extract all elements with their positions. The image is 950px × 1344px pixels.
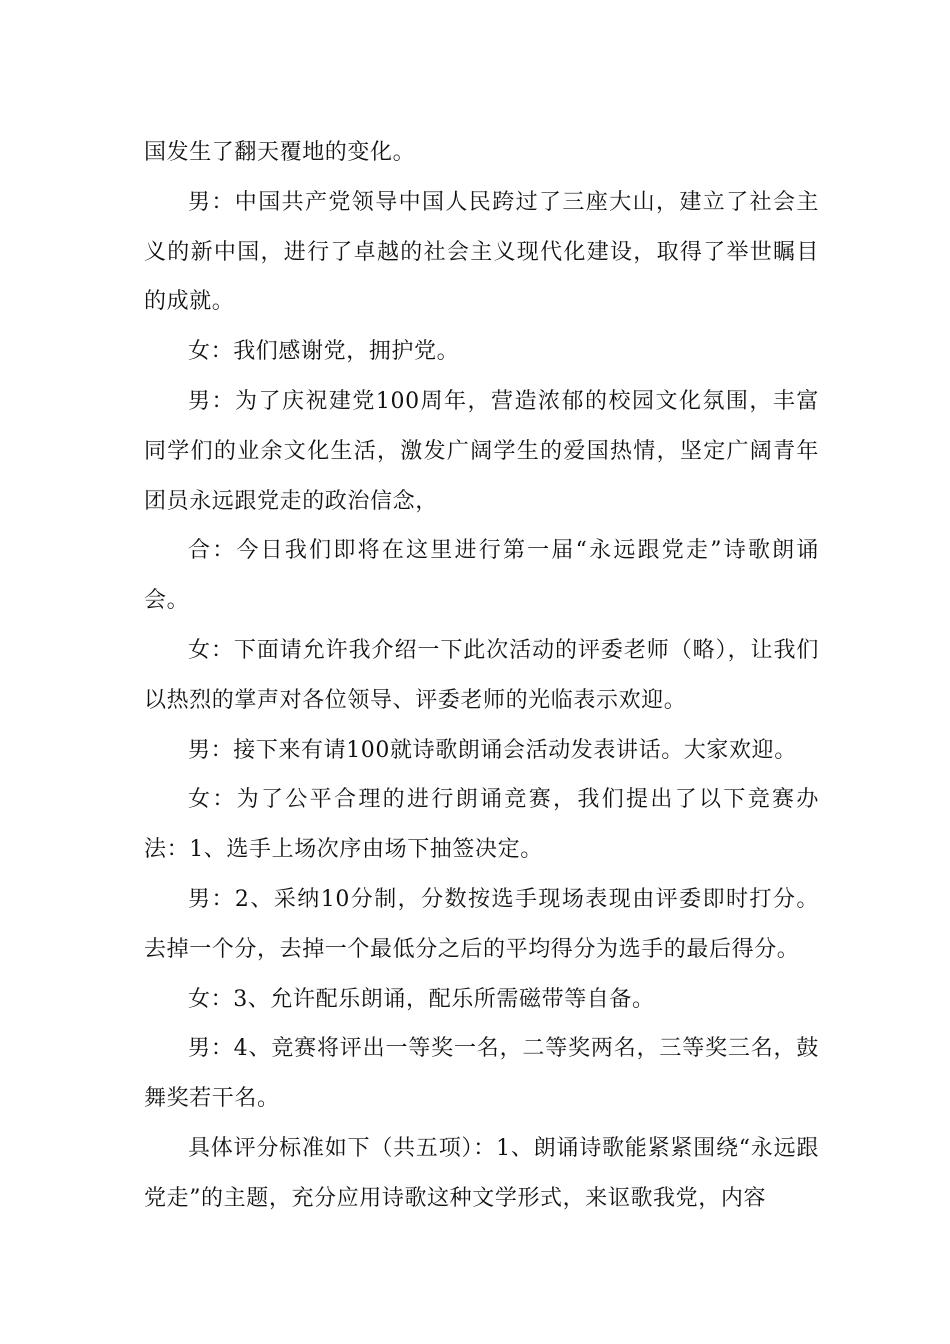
- paragraph-female-rules-intro: 女：为了公平合理的进行朗诵竞赛，我们提出了以下竞赛办法：1、选手上场次序由场下抽签决定。: [144, 787, 819, 863]
- paragraph-male-scoring-rule: 男：2、采纳10分制，分数按选手现场表现由评委即时打分。去掉一个分，去掉一个最低分之后的平均得分为选手的最后得分。: [144, 886, 819, 962]
- paragraph-male-celebration-purpose: 男：为了庆祝建党100周年，营造浓郁的校园文化氛围，丰富同学们的业余文化生活，激发广阔学生的爱国热情，坚定广阔青年团员永远跟党走的政治信念，: [144, 388, 819, 514]
- paragraph-female-music-rule: 女：3、允许配乐朗诵，配乐所需磁带等自备。: [188, 986, 655, 1012]
- document-body: [144, 128, 819, 1224]
- paragraph-scoring-criteria: 具体评分标准如下（共五项）：1、朗诵诗歌能紧紧围绕“永远跟党走”的主题，充分应用诗歌这种文学形式，来讴歌我党，内容: [144, 1135, 819, 1211]
- paragraph-female-thanks: 女：我们感谢党，拥护党。: [188, 339, 460, 365]
- paragraph-continuation: 国发生了翻天覆地的变化。: [144, 140, 416, 165]
- paragraph-male-speech-party-achievements: 男：中国共产党领导中国人民跨过了三座大山，建立了社会主义的新中国，进行了卓越的社会主义现代化建设，取得了举世瞩目的成就。: [144, 189, 819, 315]
- paragraph-male-speech-invite: 男：接下来有请100就诗歌朗诵会活动发表讲话。大家欢迎。: [188, 737, 797, 763]
- paragraph-female-judges-intro: 女：下面请允许我介绍一下此次活动的评委老师（略），让我们以热烈的掌声对各位领导、评委老师的光临表示欢迎。: [144, 637, 819, 713]
- paragraph-male-awards-rule: 男：4、竞赛将评出一等奖一名，二等奖两名，三等奖三名，鼓舞奖若干名。: [144, 1036, 819, 1112]
- paragraph-together-announcement: 合：今日我们即将在这里进行第一届“永远跟党走”诗歌朗诵会。: [144, 538, 819, 614]
